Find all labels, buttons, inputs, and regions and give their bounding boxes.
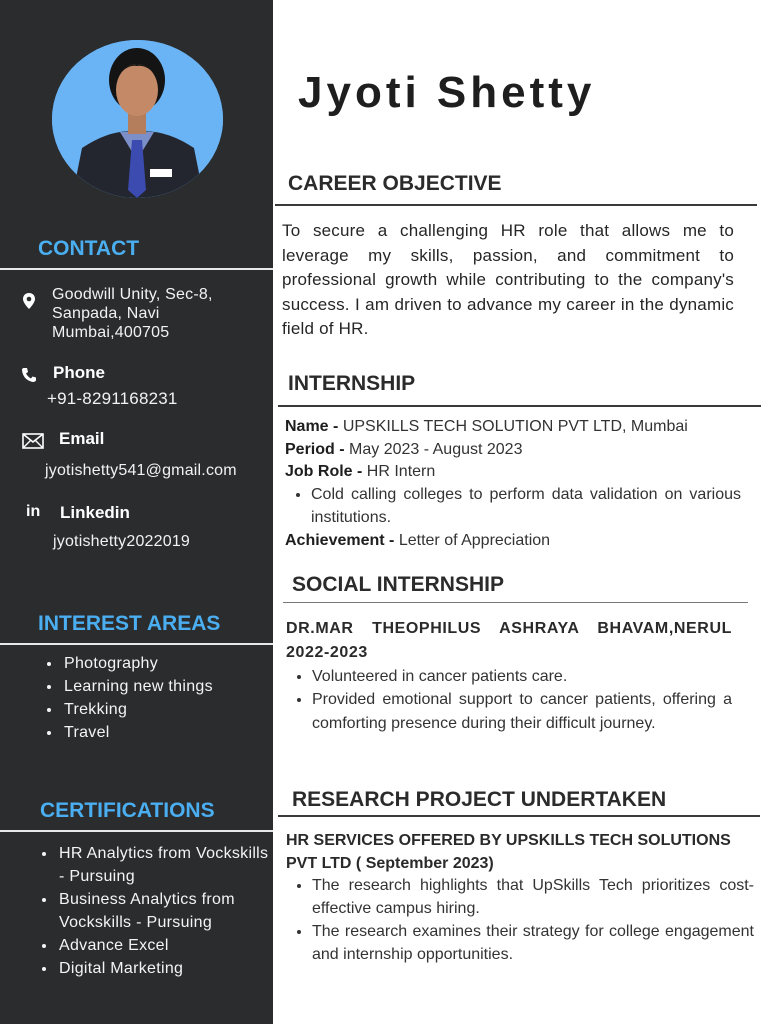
phone-label: Phone [53, 363, 105, 382]
name-label: Name - [285, 418, 339, 435]
address-line: Mumbai,400705 [52, 324, 170, 341]
linkedin-label: Linkedin [60, 503, 130, 522]
research-heading: RESEARCH PROJECT UNDERTAKEN [292, 788, 667, 811]
list-item: • HR Analytics from Vockskills - Pursuing [57, 842, 277, 888]
research-details [286, 830, 754, 966]
linkedin-icon: in [26, 503, 41, 520]
research-title: HR SERVICES OFFERED BY UPSKILLS TECH SOLUTIONS PVT LTD ( September 2023) [286, 832, 731, 872]
period-value: May 2023 - August 2023 [349, 440, 523, 458]
social-heading: SOCIAL INTERNSHIP [292, 573, 504, 596]
list-item: • Business Analytics from Vockskills - Pursuing [57, 888, 277, 934]
list-item: • Digital Marketing [57, 957, 277, 980]
research-list [286, 875, 754, 966]
linkedin-handle[interactable]: jyotishetty2022019 [53, 533, 191, 550]
list-item: • Travel [62, 721, 272, 744]
achievement-value: Letter of Appreciation [398, 531, 551, 549]
list-item: • Provided emotional support to cancer patients, offering a comforting presence during their difficult journey. [312, 688, 732, 736]
contact-divider [0, 268, 273, 270]
internship-divider [278, 405, 761, 407]
social-org: DR.MAR THEOPHILUS ASHRAYA BHAVAM,NERUL 2022-2023 [286, 620, 732, 661]
internship-name-row [285, 416, 741, 439]
list-item: • Learning new things [62, 675, 272, 698]
list-item: • Cold calling colleges to perform data validation on various institutions. [311, 484, 741, 529]
list-item: • The research examines their strategy for college engagement and internship opportunities. [312, 921, 754, 966]
company-name: UPSKILLS TECH SOLUTION PVT LTD, Mumbai [342, 418, 688, 435]
address-line: Goodwill Unity, Sec-8, [52, 286, 213, 303]
role-value: HR Intern [366, 463, 436, 481]
email-label: Email [59, 429, 105, 448]
phone-number[interactable]: +91-8291168231 [47, 389, 178, 408]
internship-heading: INTERNSHIP [288, 372, 416, 395]
location-pin-icon [20, 292, 38, 310]
interests-heading: INTEREST AREAS [38, 612, 221, 635]
internship-achievement-row [285, 530, 741, 553]
period-label: Period - [285, 440, 345, 458]
internship-role-row [285, 461, 741, 484]
list-item: • Trekking [62, 698, 272, 721]
list-item: • Photography [62, 652, 272, 675]
social-divider [283, 602, 748, 603]
certifications-divider [0, 830, 273, 832]
research-divider [278, 815, 760, 817]
interests-list [44, 652, 272, 744]
sidebar [0, 0, 273, 1024]
email-icon [22, 432, 44, 450]
social-list [286, 665, 732, 736]
candidate-name: Jyoti Shetty [298, 68, 596, 117]
list-item: • Volunteered in cancer patients care. [312, 665, 732, 689]
achievement-label: Achievement - [285, 531, 395, 549]
certifications-heading: CERTIFICATIONS [40, 799, 215, 822]
role-label: Job Role - [285, 463, 363, 481]
phone-icon [20, 366, 38, 384]
internship-details [285, 416, 741, 552]
objective-heading: CAREER OBJECTIVE [288, 172, 502, 195]
list-item: • Advance Excel [57, 934, 277, 957]
profile-photo [52, 40, 223, 198]
internship-period-row [285, 439, 741, 462]
address-line: Sanpada, Navi [52, 305, 160, 322]
interests-divider [0, 643, 273, 645]
internship-duties [285, 484, 741, 529]
social-details [286, 617, 732, 736]
certifications-list [39, 842, 277, 980]
address [52, 285, 213, 342]
objective-text: To secure a challenging HR role that allows me to leverage my skills, passion, and commitment to professional growth while contributing to the company's success. I am driven to advance my career in the dynamic field of HR. [282, 221, 734, 338]
email-address[interactable]: jyotishetty541@gmail.com [45, 462, 237, 479]
contact-heading: CONTACT [38, 237, 140, 260]
list-item: • The research highlights that UpSkills Tech prioritizes cost-effective campus hiring. [312, 875, 754, 920]
objective-divider [275, 204, 757, 206]
